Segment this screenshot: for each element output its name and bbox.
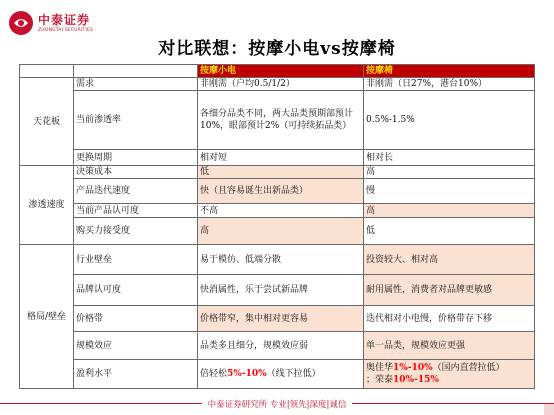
profit-gadget-prefix: 倍轻松 — [200, 369, 228, 379]
cell-gadget: 易于模仿、低端分散 — [198, 245, 364, 275]
header-blank-cell — [20, 65, 74, 78]
row-label: 决策成本 — [74, 166, 198, 179]
table-row — [20, 245, 535, 275]
cell-gadget: 快消属性，乐于尝试新品牌 — [198, 275, 364, 306]
row-label: 更换周期 — [74, 150, 198, 166]
table-row — [20, 360, 535, 389]
table-row — [20, 275, 535, 306]
row-label: 购买力接受度 — [74, 218, 198, 245]
cell-chair: 迭代相对小电慢，价格带存下移 — [364, 306, 535, 332]
cell-chair: 高 — [364, 204, 535, 218]
row-label: 产品迭代速度 — [74, 179, 198, 204]
header-massage-gadget: 按摩小电 — [198, 65, 364, 78]
footer-text: 中泰证券研究所 专业|领先|深度|诚信 — [202, 400, 353, 410]
table-row — [20, 150, 535, 166]
cell-chair — [364, 360, 535, 389]
profit-chair-margin-1: 1%-10% — [393, 363, 433, 373]
profit-gadget-note: （线下拉低） — [266, 369, 321, 379]
cell-gadget: 不高 — [198, 204, 364, 218]
row-label: 当前产品认可度 — [74, 204, 198, 218]
cell-chair: 低 — [364, 218, 535, 245]
group-label-penetration: 渗透速度 — [20, 166, 74, 245]
table-row — [20, 166, 535, 179]
row-label: 当前渗透率 — [74, 91, 198, 150]
cell-gadget: 品类多且细分，规模效应弱 — [198, 332, 364, 360]
row-label: 需求 — [74, 78, 198, 91]
cell-gadget: 低 — [198, 166, 364, 179]
profit-chair-prefix-1: 奥佳华 — [366, 363, 394, 373]
cell-gadget: 价格带窄，集中相对更容易 — [198, 306, 364, 332]
cell-gadget: 相对短 — [198, 150, 364, 166]
group-label-pattern: 格局/壁垒 — [20, 245, 74, 389]
slide-title: 对比联想：按摩小电vs按摩椅 — [158, 39, 396, 59]
table-row — [20, 179, 535, 204]
cell-gadget: 高 — [198, 218, 364, 245]
row-label: 盈利水平 — [74, 360, 198, 389]
corner-accent — [544, 404, 554, 415]
row-label: 行业壁垒 — [74, 245, 198, 275]
cell-gadget: 快（且容易诞生出新品类） — [198, 179, 364, 204]
footer — [0, 398, 554, 410]
company-logo-name: 中泰证券 — [38, 13, 91, 27]
cell-chair: 非刚需（日27%，港台10%） — [364, 78, 535, 91]
cell-chair: 0.5%-1.5% — [364, 91, 535, 150]
profit-chair-margin-2: 10%-15% — [393, 375, 439, 385]
comparison-table — [19, 64, 535, 389]
row-label: 规模效应 — [74, 332, 198, 360]
header-blank-cell — [74, 65, 198, 78]
cell-gadget: 非刚需（户均0.5/1/2） — [198, 78, 364, 91]
table-row — [20, 332, 535, 360]
row-label: 品牌认可度 — [74, 275, 198, 306]
profit-chair-prefix-2: ；荣泰 — [366, 375, 394, 385]
row-label: 价格带 — [74, 306, 198, 332]
cell-gadget: 各细分品类不同，两大品类预期部预计10%，眼部预计2%（可持续拓品类） — [198, 91, 364, 150]
cell-chair: 慢 — [364, 179, 535, 204]
cell-chair: 相对长 — [364, 150, 535, 166]
cell-chair: 高 — [364, 166, 535, 179]
group-label-ceiling: 天花板 — [20, 78, 74, 166]
cell-chair: 耐用属性，消费者对品牌更敏感 — [364, 275, 535, 306]
cell-chair: 单一品类，规模效应更强 — [364, 332, 535, 360]
company-logo-subtitle: ZHONGTAI SECURITIES — [38, 28, 94, 33]
table-row — [20, 78, 535, 91]
profit-gadget-margin: 5%-10% — [227, 369, 267, 379]
table-row — [20, 204, 535, 218]
cell-gadget — [198, 360, 364, 389]
cell-chair: 投资较大、相对高 — [364, 245, 535, 275]
header-massage-chair: 按摩椅 — [364, 65, 535, 78]
table-row — [20, 218, 535, 245]
table-row — [20, 91, 535, 150]
company-logo-icon — [8, 10, 34, 36]
table-row — [20, 306, 535, 332]
profit-chair-note-1: （国内直营拉低） — [432, 363, 505, 373]
table-header-row — [20, 65, 535, 78]
